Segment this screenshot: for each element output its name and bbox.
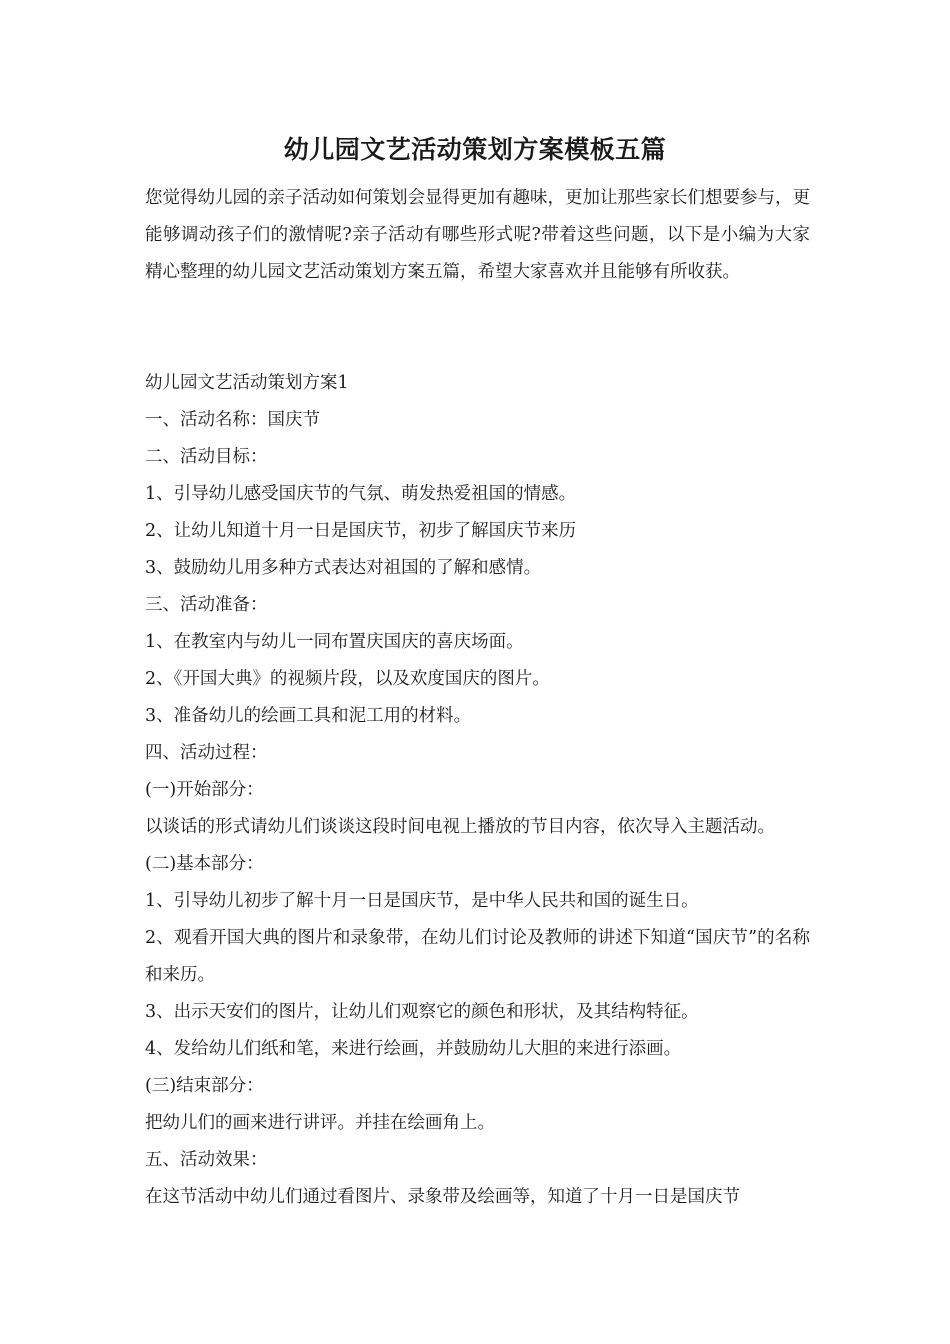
body-line: 1、引导幼儿感受国庆节的气氛、萌发热爱祖国的情感。 xyxy=(145,484,577,504)
body-line: 3、准备幼儿的绘画工具和泥工用的材料。 xyxy=(145,706,472,726)
body-line: 4、发给幼儿们纸和笔，来进行绘画，并鼓励幼儿大胆的来进行添画。 xyxy=(145,1039,682,1059)
body-line: 1、引导幼儿初步了解十月一日是国庆节，是中华人民共和国的诞生日。 xyxy=(145,891,699,911)
body-paragraph: 2、观看开国大典的图片和录象带，在幼儿们讨论及教师的讲述下知道“国庆节”的名称和来历。 xyxy=(145,928,810,985)
body-line: 一、活动名称：国庆节 xyxy=(145,410,320,430)
intro-paragraph xyxy=(145,180,810,291)
section-heading: 幼儿园文艺活动策划方案1 xyxy=(145,373,349,393)
document-title: 幼儿园文艺活动策划方案模板五篇 xyxy=(283,135,667,164)
body-paragraph: 以谈话的形式请幼儿们谈谈这段时间电视上播放的节目内容，依次导入主题活动。 xyxy=(145,817,775,837)
body-line: (二)基本部分： xyxy=(145,854,264,874)
intro-text: 您觉得幼儿园的亲子活动如何策划会显得更加有趣味，更加让那些家长们想要参与，更能够调动孩子们的激情呢?亲子活动有哪些形式呢?带着这些问题，以下是小编为大家精心整理的幼儿园文艺活动策划方案五篇，希望大家喜欢并且能够有所收获。 xyxy=(145,188,810,282)
body-line: 在这节活动中幼儿们通过看图片、录象带及绘画等，知道了十月一日是国庆节 xyxy=(145,1187,740,1207)
body-line: 2、让幼儿知道十月一日是国庆节，初步了解国庆节来历 xyxy=(145,521,577,541)
body-line: 二、活动目标： xyxy=(145,447,268,467)
body-line: 五、活动效果： xyxy=(145,1150,268,1170)
body-line: 3、出示天安们的图片，让幼儿们观察它的颜色和形状，及其结构特征。 xyxy=(145,1002,699,1022)
body-line: 3、鼓励幼儿用多种方式表达对祖国的了解和感情。 xyxy=(145,558,542,578)
body-line: (一)开始部分： xyxy=(145,780,264,800)
body-line: 2、《开国大典》的视频片段，以及欢度国庆的图片。 xyxy=(145,669,550,689)
body-line: 把幼儿们的画来进行讲评。并挂在绘画角上。 xyxy=(145,1113,495,1133)
body-line: (三)结束部分： xyxy=(145,1076,264,1096)
document-body xyxy=(145,365,810,1216)
body-line: 1、在教室内与幼儿一同布置庆国庆的喜庆场面。 xyxy=(145,632,524,652)
body-line: 三、活动准备： xyxy=(145,595,268,615)
body-line: 四、活动过程： xyxy=(145,743,268,763)
